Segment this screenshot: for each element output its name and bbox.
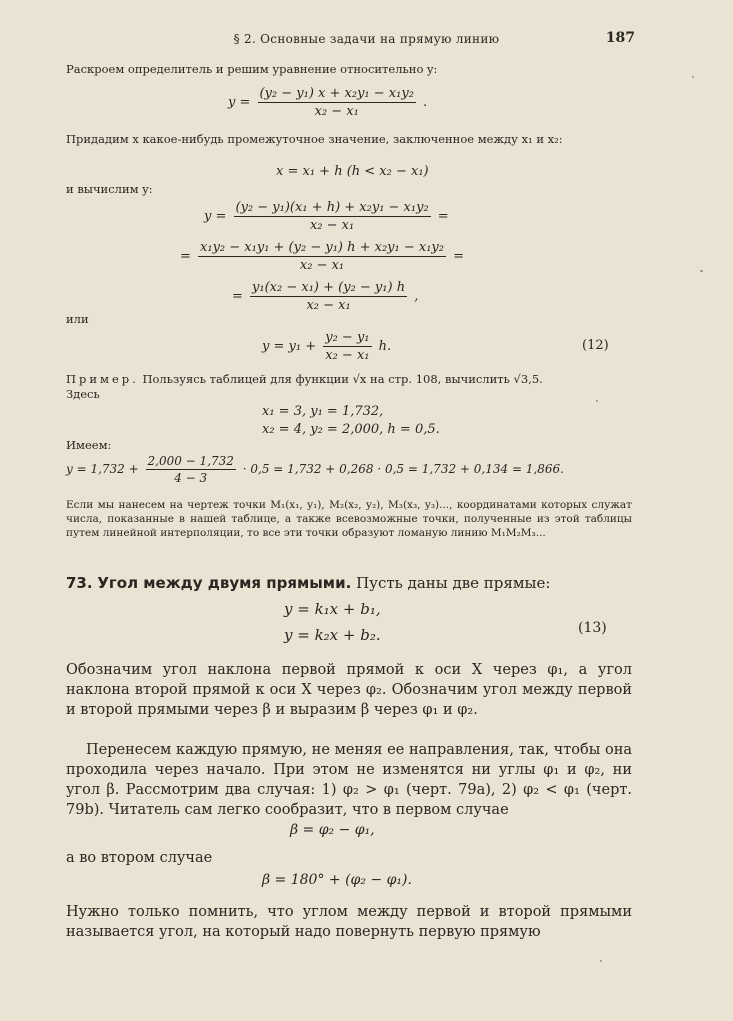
example-text: Пример. Пользуясь таблицей для функции √x на стр. 108, вычислить √3,5.	[66, 372, 543, 386]
paragraph-7: а во втором случае	[66, 850, 213, 866]
paragraph-1: Раскроем определитель и решим уравнение относительно y:	[66, 62, 438, 76]
equation-13-b: y = k₂x + b₂.	[284, 626, 381, 644]
example-calculation: y = 1,732 + $\frac{2,000 - 1,732}{4 - 3}$ · 0,5 = 1,732 + 0,268 · 0,5 = 1,732 + 0,134 = 1,866.	[66, 454, 564, 485]
equation-3-line-1: y = $\frac{\text{(y₂ − y₁)(x₁ + h) + x₂y₁ − x₁y₂}}{\text{x₂ − x₁}}$ =	[204, 200, 449, 233]
paragraph-3: и вычислим y:	[66, 182, 153, 196]
paragraph-8: Нужно только помнить, что углом между первой и второй прямыми называется угол, на который надо повернуть первую прямую	[66, 904, 632, 940]
equation-3-line-3: = $\frac{\text{y₁(x₂ − x₁) + (y₂ − y₁) h}}{\text{x₂ − x₁}}$ ,	[232, 280, 419, 313]
paper-speck	[700, 270, 703, 272]
page-number: 187	[605, 30, 635, 46]
section-heading	[66, 574, 632, 592]
paper-speck	[692, 76, 694, 78]
equation-13-number: (13)	[578, 620, 607, 636]
paper-speck	[600, 960, 602, 962]
paper-speck	[596, 400, 598, 402]
equation-3-line-2: = $\frac{\text{x₁y₂ − x₁y₁ + (y₂ − y₁) h + x₂y₁ − x₁y₂}}{\text{x₂ − x₁}}$ =	[180, 240, 465, 273]
equation-6: β = 180° + (φ₂ − φ₁).	[262, 872, 412, 888]
equation-13-a: y = k₁x + b₁,	[284, 600, 381, 618]
paragraph-6: Перенесем каждую прямую, не меняя ее направления, так, чтобы она проходила через начало. При этом не изменятся ни углы φ₁ и φ₂, ни угол β. Рассмотрим два случая: 1) φ₂ > φ₁ (черт. 79a), 2) φ₂ < φ₁ (черт. 79b). Читатель сам легко сообразит, что в первом случае	[66, 742, 632, 818]
equation-2: x = x₁ + h (h < x₂ − x₁)	[276, 164, 429, 179]
example-values-1: x₁ = 3, y₁ = 1,732,	[262, 404, 384, 419]
section-intro: Пусть даны две прямые:	[356, 574, 551, 592]
section-number: 73.	[66, 574, 93, 592]
equation-4-number: (12)	[582, 338, 609, 353]
paragraph-2: Придадим x какое-нибудь промежуточное значение, заключенное между x₁ и x₂:	[66, 132, 563, 146]
paragraph-5: Обозначим угол наклона первой прямой к оси X через φ₁, а угол наклона второй прямой к оси X через φ₂. Обозначим угол между первой и второй прямыми через β и выразим β через φ₁ и φ₂.	[66, 662, 632, 718]
example-here: Здесь	[66, 387, 100, 401]
equation-5: β = φ₂ − φ₁,	[290, 822, 375, 838]
note-small-print: Если мы нанесем на чертеж точки M₁(x₁, y₁), M₂(x₂, y₂), M₃(x₃, y₃)..., координатами которых служат числа, показанные в нашей таблице, а также всевозможные точки, полученные из этой таблицы путем линейной интерполяции, то все эти точки образуют ломаную линию M₁M₂M₃...	[66, 499, 632, 539]
section-title: Угол между двумя прямыми.	[97, 574, 352, 592]
example-have: Имеем:	[66, 438, 112, 452]
equation-1: y = $\frac{\text{(y₂ − y₁) x + x₂y₁ − x₁y₂}}{\text{x₂ − x₁}}$ .	[228, 86, 428, 119]
example-label: Пример.	[66, 372, 139, 386]
running-header: § 2. Основные задачи на прямую линию	[233, 32, 500, 46]
example-values-2: x₂ = 4, y₂ = 2,000, h = 0,5.	[262, 422, 440, 437]
equation-4: y = y₁ + $\frac{\text{y₂ − y₁}}{\text{x₂ − x₁}}$ h.	[262, 330, 392, 363]
paragraph-4: или	[66, 312, 89, 326]
